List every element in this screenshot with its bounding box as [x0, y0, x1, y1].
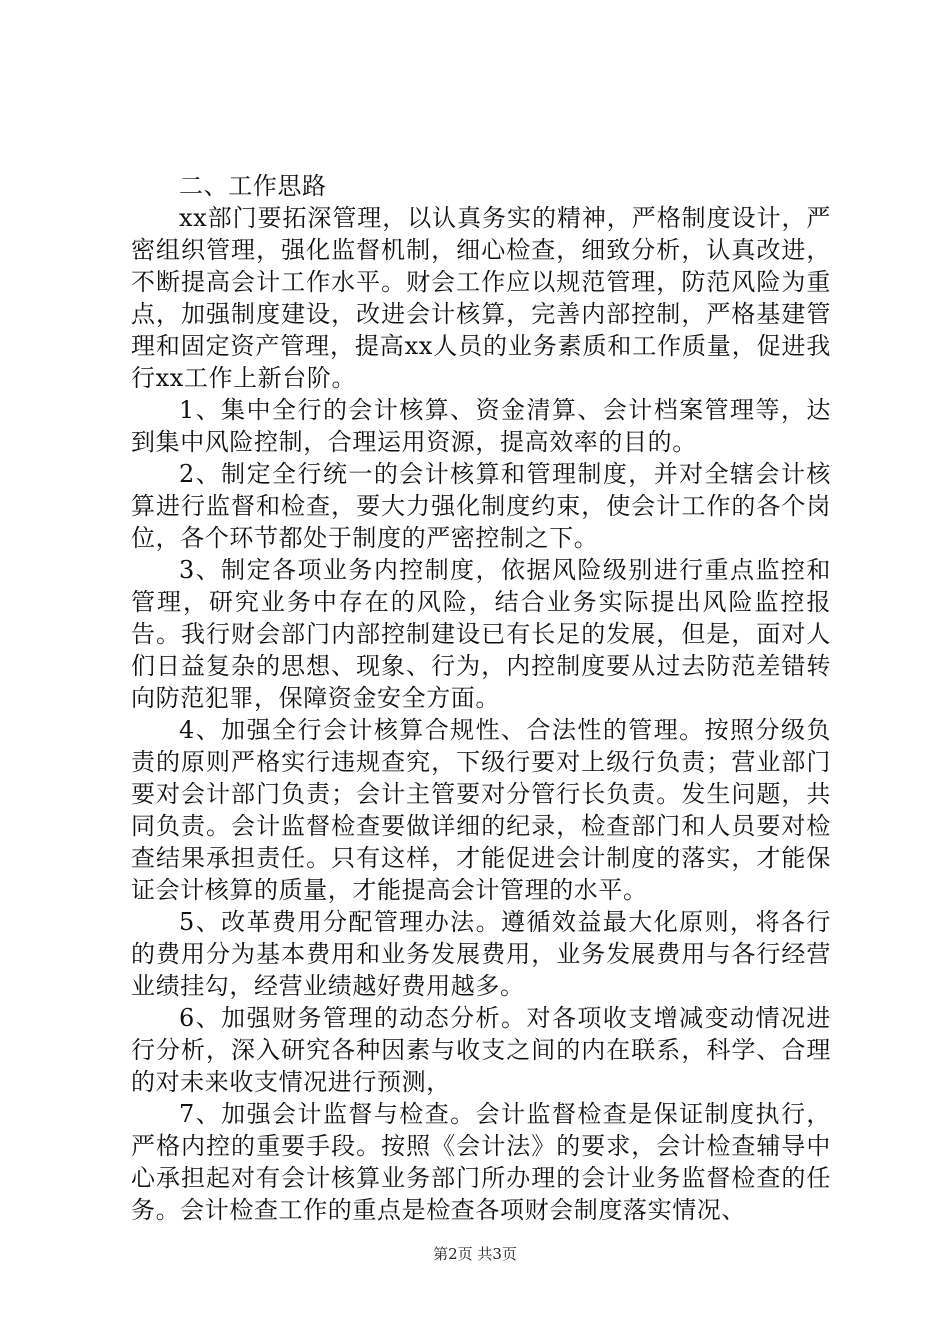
paragraph-item-2: 2、制定全行统一的会计核算和管理制度，并对全辖会计核算进行监督和检查，要大力强化制度约束，使会计工作的各个岗位，各个环节都处于制度的严密控制之下。: [131, 460, 831, 552]
paragraph-item-3: 3、制定各项业务内控制度，依据风险级别进行重点监控和管理，研究业务中存在的风险，结合业务实际提出风险监控报告。我行财会部门内部控制建设已有长足的发展，但是，面对人们日益复杂的思想、现象、行为，内控制度要从过去防范差错转向防范犯罪，保障资金安全方面。: [131, 556, 831, 712]
page-number-footer: 第2页 共3页: [433, 1245, 517, 1263]
paragraph-item-4: 4、加强全行会计核算合规性、合法性的管理。按照分级负责的原则严格实行违规查究，下级行要对上级行负责；营业部门要对会计部门负责；会计主管要对分管行长负责。发生问题，共同负责。会计监督检查要做详细的纪录，检查部门和人员要对检查结果承担责任。只有这样，才能促进会计制度的落实，才能保证会计核算的质量，才能提高会计管理的水平。: [131, 716, 831, 904]
paragraph-item-1: 1、集中全行的会计核算、资金清算、会计档案管理等，达到集中风险控制，合理运用资源，提高效率的目的。: [131, 396, 831, 456]
paragraph-intro: xx部门要拓深管理，以认真务实的精神，严格制度设计，严密组织管理，强化监督机制，细心检查，细致分析，认真改进，不断提高会计工作水平。财会工作应以规范管理，防范风险为重点，加强制度建设，改进会计核算，完善内部控制，严格基建管理和固定资产管理，提高xx人员的业务素质和工作质量，促进我行xx工作上新台阶。: [131, 204, 831, 392]
section-heading: 二、工作思路: [179, 172, 327, 200]
document-body: [131, 170, 831, 1226]
paragraph-item-7: 7、加强会计监督与检查。会计监督检查是保证制度执行，严格内控的重要手段。按照《会计法》的要求，会计检查辅导中心承担起对有会计核算业务部门所办理的会计业务监督检查的任务。会计检查工作的重点是检查各项财会制度落实情况、: [131, 1100, 831, 1224]
paragraph-item-5: 5、改革费用分配管理办法。遵循效益最大化原则，将各行的费用分为基本费用和业务发展费用，业务发展费用与各行经营业绩挂勾，经营业绩越好费用越多。: [131, 908, 831, 1000]
paragraph-item-6: 6、加强财务管理的动态分析。对各项收支增减变动情况进行分析，深入研究各种因素与收支之间的内在联系，科学、合理的对未来收支情况进行预测，: [131, 1004, 831, 1096]
